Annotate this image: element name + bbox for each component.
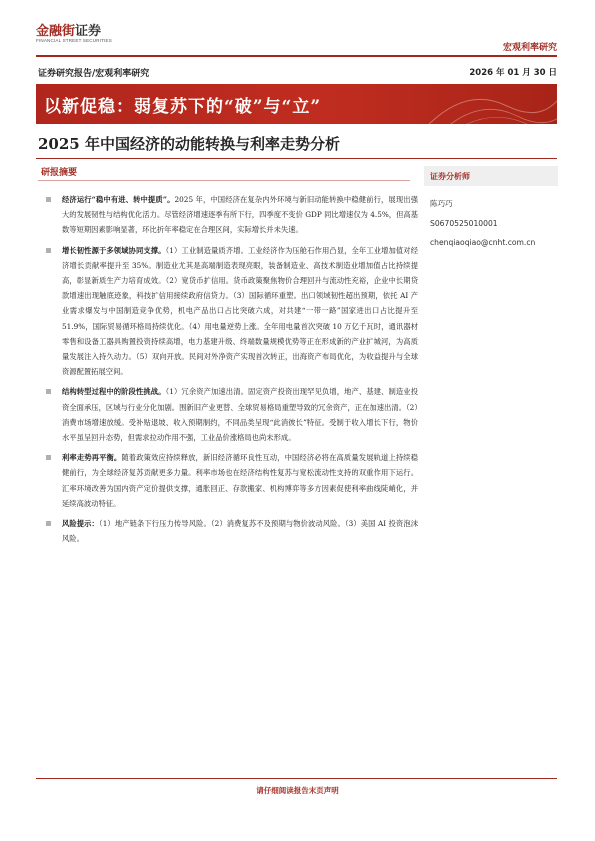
report-category: 宏观利率研究 — [502, 43, 557, 53]
report-date: 2026 年 01 月 30 日 — [469, 68, 557, 78]
logo-wordmark — [36, 20, 101, 39]
bullet-marker — [46, 197, 51, 202]
logo-sec-text: 证券 — [75, 24, 102, 39]
footer-divider — [36, 778, 557, 779]
footer-disclaimer: 请仔细阅读报告末页声明 — [256, 786, 339, 795]
report-title: 2025 年中国经济的动能转换与利率走势分析 — [38, 135, 340, 153]
report-type: 证券研究报告/宏观利率研究 — [38, 69, 150, 79]
bullet-item — [62, 384, 418, 445]
bullet-marker — [46, 455, 51, 460]
analyst-name: 陈巧巧 — [430, 199, 453, 208]
company-logo — [36, 20, 146, 48]
bullet-marker — [46, 248, 51, 253]
bullet-item — [62, 243, 418, 380]
banner-headline: 以新促稳：弱复苏下的“破”与“立” — [44, 97, 322, 117]
bullet-lead: 利率走势再平衡。 — [62, 453, 122, 463]
bullet-text: （1）地产链条下行压力传导风险。（2）消费复苏不及预期与物价波动风险。（3）美国 AI 投资泡沫风险。 — [62, 519, 419, 544]
bullet-text: （1）冗余资产加速出清。固定资产投资出现罕见负增，地产、基建、制造业投资全面承压，区域与行业分化加剧。围新旧产业更替、全球贸易格局重塑导致的冗余资产，正在加速出清。（2）消费市场增速放缓。受补贴退坡、收入预期制约，不同品类呈现“此消彼长”特征。受制于收入增长下行，物价水平虽呈回升态势，但需求拉动作用不强，工业品价涨格局也尚未形成。 — [62, 387, 418, 443]
bullet-lead: 经济运行“稳中有进、转中提质”。 — [62, 195, 175, 204]
title-divider — [36, 158, 557, 159]
bullet-text: 2025 年，中国经济在复杂内外环境与新旧动能转换中稳健前行，展现出强大的发展韧性与结构优化活力。尽管经济增速逐季有所下行，四季度不变价 GDP 同比增速仅为 4.5%，但高基数等短期因素影响显著，环比折年率稳定在合理区间，实际增长并未失速。 — [62, 195, 418, 235]
abstract-heading: 研报摘要 — [41, 168, 78, 178]
meta-row — [38, 66, 557, 82]
logo-english: FINANCIAL STREET SECURITIES — [36, 38, 112, 43]
bullet-marker — [46, 389, 51, 394]
analyst-email[interactable]: chenqiaoqiao@cnht.com.cn — [430, 238, 536, 247]
bullet-text: （1）工业制造量质齐增。工业经济作为压舱石作用凸显，全年工业增加值对经济增长贡献率提升至 35%。制造业尤其是高端制造表现亮眼，装备制造业、高技术制造业增加值占比持续提高，彰显新质生产力培育成效。（2）宽货币扩信用。货币政策聚焦物价合理回升与流动性充裕，企业中长期贷款增速出现触底迹象，科技扩信用接续政府信贷力。（3）国际循环重塑。出口领域韧性超出预期，依托 AI 产业需求爆发与中国制造竞争优势，机电产品出口占比突破六成，对共建“一带一路”国家进出口占比提升至 51.9%，国际贸易循环格局持续优化。（4）用电量逆势上涨。全年用电量首次突破 10 万亿千瓦时，通讯器材零售和设备工器具购置投资持续高增，电力基建升级、终端数量规模优势等正在形成新的产业扩城河，为高质量发展注入持久动力。（5）双向开放。民间对外净资产实现首次转正，出海资产布局优化，为收益提升与全球资源配置拓展空间。 — [62, 245, 418, 377]
headline-banner — [36, 84, 557, 124]
bullet-lead: 增长韧性源于多领域协同支撑。 — [62, 245, 166, 255]
bullet-item — [62, 516, 418, 546]
bullet-lead: 风险提示： — [62, 519, 99, 529]
logo-main-text: 金融街 — [36, 24, 76, 39]
bullet-item — [62, 450, 418, 511]
analyst-heading: 证券分析师 — [424, 166, 558, 186]
bullet-item — [62, 192, 418, 238]
banner-decoration — [427, 84, 557, 124]
abstract-body — [62, 192, 418, 551]
analyst-certificate: S0670525010001 — [430, 219, 498, 228]
bullet-lead: 结构转型过程中的阶段性挑战。 — [62, 387, 166, 397]
analyst-box — [424, 166, 558, 247]
header-divider — [36, 55, 557, 57]
bullet-marker — [46, 521, 51, 526]
abstract-divider — [38, 180, 410, 181]
bullet-text: 随着政策效应持续释放，新旧经济循环良性互动，中国经济必将在高质量发展轨道上持续稳健前行，为全球经济复苏贡献更多力量。利率市场也在经济结构性复苏与宽松流动性支持的双重作用下运行。汇率环境改善为国内资产定价提供支撑，通胀回正、存款搬家、机构博弈等多方因素促使利率曲线陡峭化，并延续高波动特征。 — [62, 453, 419, 508]
